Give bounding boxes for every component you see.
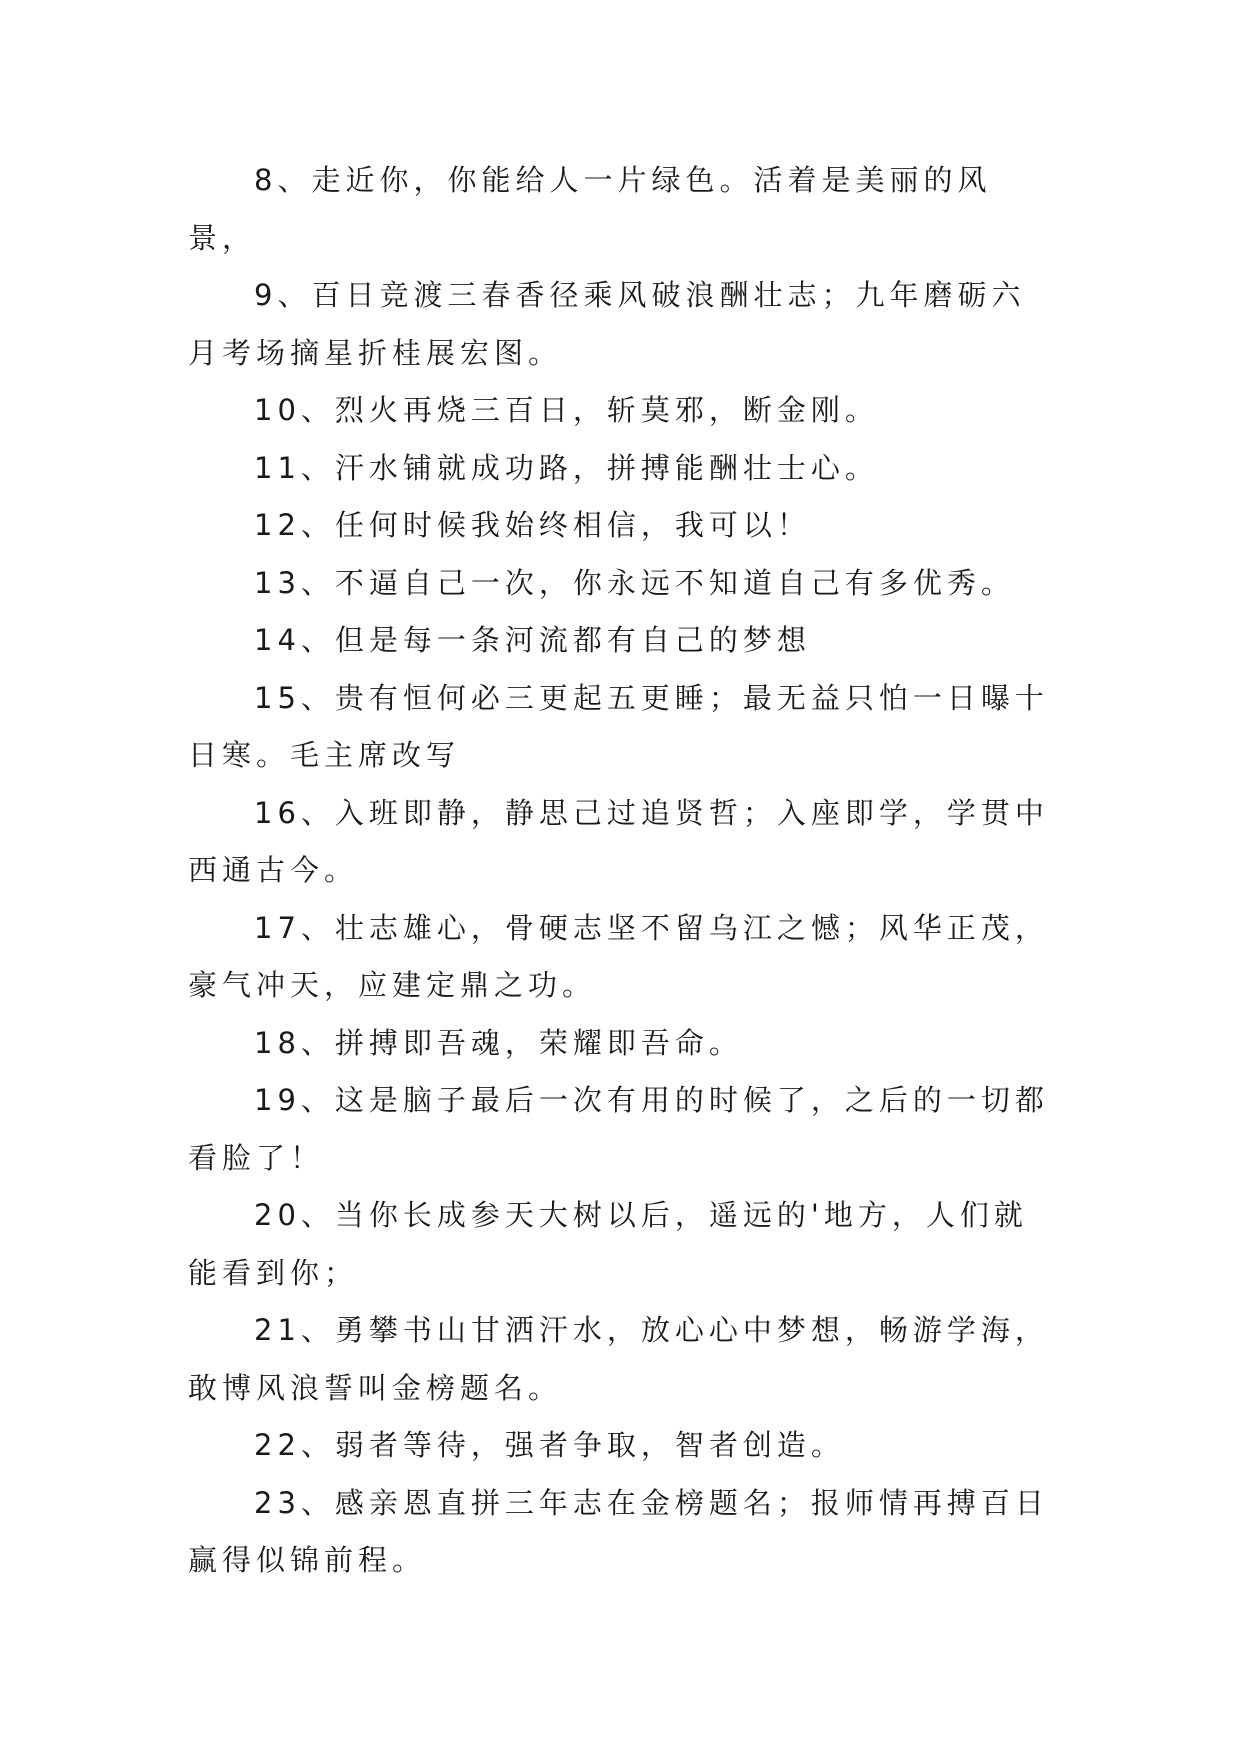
paragraph-20: 20、当你长成参天大树以后，遥远的'地方，人们就能看到你； — [188, 1198, 1028, 1290]
paragraph-15: 15、贵有恒何必三更起五更睡；最无益只怕一日曝十日寒。毛主席改写 — [188, 680, 1049, 772]
paragraph-8: 8、走近你，你能给人一片绿色。活着是美丽的风景， — [188, 163, 992, 255]
paragraph-22: 22、弱者等待，强者争取，智者创造。 — [254, 1428, 845, 1462]
paragraph-16: 16、入班即静，静思己过追贤哲；入座即学，学贯中西通古今。 — [188, 795, 1049, 887]
paragraph-14: 14、但是每一条河流都有自己的梦想 — [254, 623, 811, 657]
paragraph-11: 11、汗水铺就成功路，拼搏能酬壮士心。 — [254, 450, 879, 485]
paragraph-12: 12、任何时候我始终相信，我可以！ — [254, 508, 811, 542]
document-body — [188, 152, 1058, 1590]
paragraph-21: 21、勇攀书山甘洒汗水，放心心中梦想，畅游学海，敢博风浪誓叫金榜题名。 — [188, 1313, 1049, 1405]
paragraph-13: 13、不逼自己一次，你永远不知道自己有多优秀。 — [254, 565, 1015, 600]
paragraph-19: 19、这是脑子最后一次有用的时候了，之后的一切都看脸了！ — [188, 1083, 1049, 1175]
paragraph-10: 10、烈火再烧三百日，斩莫邪，断金刚。 — [254, 393, 879, 427]
paragraph-17: 17、壮志雄心，骨硬志坚不留乌江之憾；风华正茂，豪气冲天，应建定鼎之功。 — [188, 910, 1049, 1002]
paragraph-9: 9、百日竞渡三春香径乘风破浪酬壮志；九年磨砺六月考场摘星折桂展宏图。 — [188, 278, 1026, 370]
paragraph-23: 23、感亲恩直拼三年志在金榜题名；报师情再搏百日赢得似锦前程。 — [188, 1485, 1049, 1577]
paragraph-18: 18、拼搏即吾魂，荣耀即吾命。 — [254, 1025, 743, 1060]
